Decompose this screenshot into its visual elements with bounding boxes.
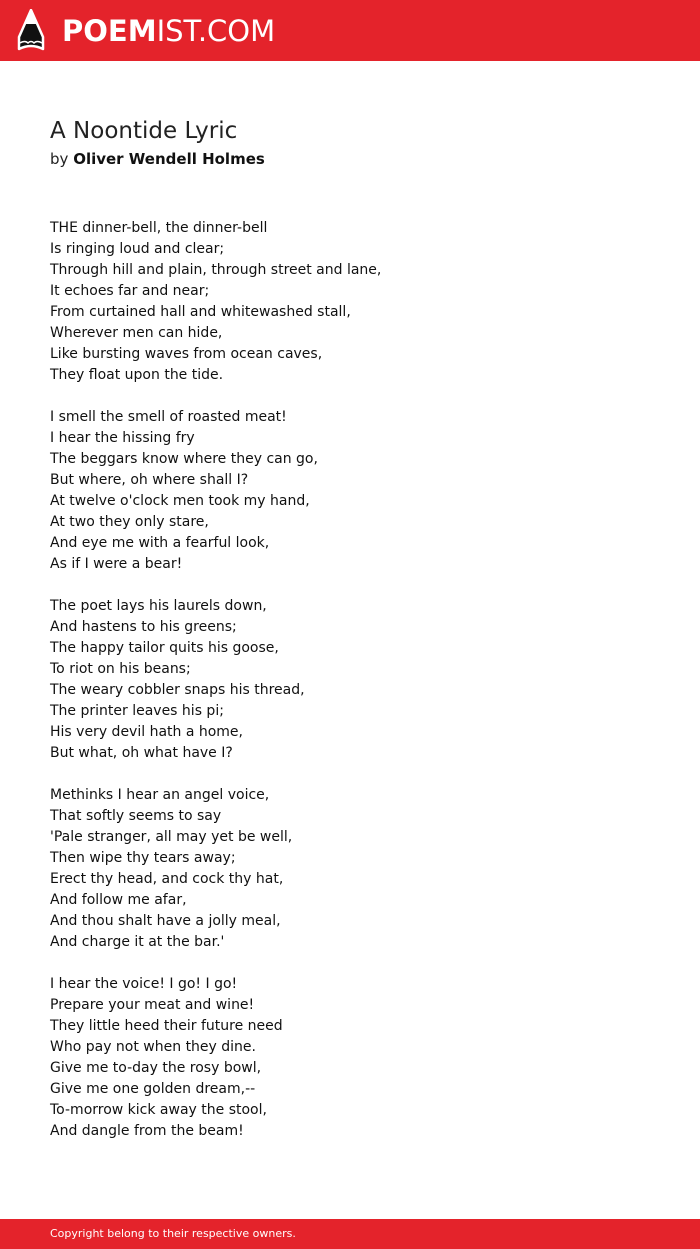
poem-line: The weary cobbler snaps his thread, bbox=[50, 682, 305, 698]
poem-line: Is ringing loud and clear; bbox=[50, 241, 225, 257]
poem-title: A Noontide Lyric bbox=[50, 118, 238, 144]
poem-line: And dangle from the beam! bbox=[50, 1123, 244, 1139]
by-label: by bbox=[50, 150, 69, 168]
poem-line: The beggars know where they can go, bbox=[50, 451, 318, 467]
poem-line: The printer leaves his pi; bbox=[50, 703, 224, 719]
site-header bbox=[0, 0, 700, 61]
brand-light: IST.COM bbox=[156, 14, 276, 48]
poem-line: The poet lays his laurels down, bbox=[50, 598, 267, 614]
poem-line: And eye me with a fearful look, bbox=[50, 535, 270, 551]
brand-bold: POEM bbox=[62, 14, 157, 48]
poem-line: 'Pale stranger, all may yet be well, bbox=[50, 829, 293, 845]
copyright-text: Copyright belong to their respective owners. bbox=[50, 1227, 296, 1240]
poem-line: To riot on his beans; bbox=[50, 661, 191, 677]
poem-line: Give me one golden dream,-- bbox=[50, 1081, 256, 1097]
poem-stanza bbox=[50, 596, 650, 764]
poem-line: As if I were a bear! bbox=[50, 556, 183, 572]
poem-author: Oliver Wendell Holmes bbox=[73, 150, 265, 168]
poem-line: THE dinner-bell, the dinner-bell bbox=[50, 220, 268, 236]
poem-line: The happy tailor quits his goose, bbox=[50, 640, 279, 656]
poem-byline bbox=[50, 148, 265, 170]
poem-line: They float upon the tide. bbox=[50, 367, 224, 383]
poem-line: At two they only stare, bbox=[50, 514, 209, 530]
poem-line: But what, oh what have I? bbox=[50, 745, 233, 761]
poem-line: From curtained hall and whitewashed stall, bbox=[50, 304, 351, 320]
poem-line: Erect thy head, and cock thy hat, bbox=[50, 871, 284, 887]
poem-line: To-morrow kick away the stool, bbox=[50, 1102, 267, 1118]
poem-stanza bbox=[50, 785, 650, 953]
poem-line: It echoes far and near; bbox=[50, 283, 210, 299]
poem-line: Like bursting waves from ocean caves, bbox=[50, 346, 323, 362]
poem-line: And follow me afar, bbox=[50, 892, 187, 908]
poem-line: I smell the smell of roasted meat! bbox=[50, 409, 287, 425]
poem-stanza bbox=[50, 407, 650, 575]
pencil-logo-icon[interactable] bbox=[17, 9, 45, 52]
poem-line: Give me to-day the rosy bowl, bbox=[50, 1060, 262, 1076]
poem-line: And hastens to his greens; bbox=[50, 619, 237, 635]
poem-line: I hear the voice! I go! I go! bbox=[50, 976, 238, 992]
site-footer bbox=[0, 1219, 700, 1249]
poem-line: I hear the hissing fry bbox=[50, 430, 195, 446]
poem-line: Through hill and plain, through street and lane, bbox=[50, 262, 382, 278]
poem-line: They little heed their future need bbox=[50, 1018, 283, 1034]
poem-line: That softly seems to say bbox=[50, 808, 222, 824]
poem-stanza bbox=[50, 218, 650, 386]
poem-line: Then wipe thy tears away; bbox=[50, 850, 236, 866]
poem-stanza bbox=[50, 974, 650, 1142]
poem-line: Wherever men can hide, bbox=[50, 325, 223, 341]
poem-line: At twelve o'clock men took my hand, bbox=[50, 493, 310, 509]
site-logo-link[interactable] bbox=[62, 12, 275, 50]
poem-line: Who pay not when they dine. bbox=[50, 1039, 256, 1055]
poem-line: Methinks I hear an angel voice, bbox=[50, 787, 270, 803]
poem-line: But where, oh where shall I? bbox=[50, 472, 249, 488]
poem-line: His very devil hath a home, bbox=[50, 724, 243, 740]
poem-line: And thou shalt have a jolly meal, bbox=[50, 913, 281, 929]
poem-line: Prepare your meat and wine! bbox=[50, 997, 255, 1013]
poem-body bbox=[50, 218, 650, 1163]
poem-line: And charge it at the bar.' bbox=[50, 934, 225, 950]
